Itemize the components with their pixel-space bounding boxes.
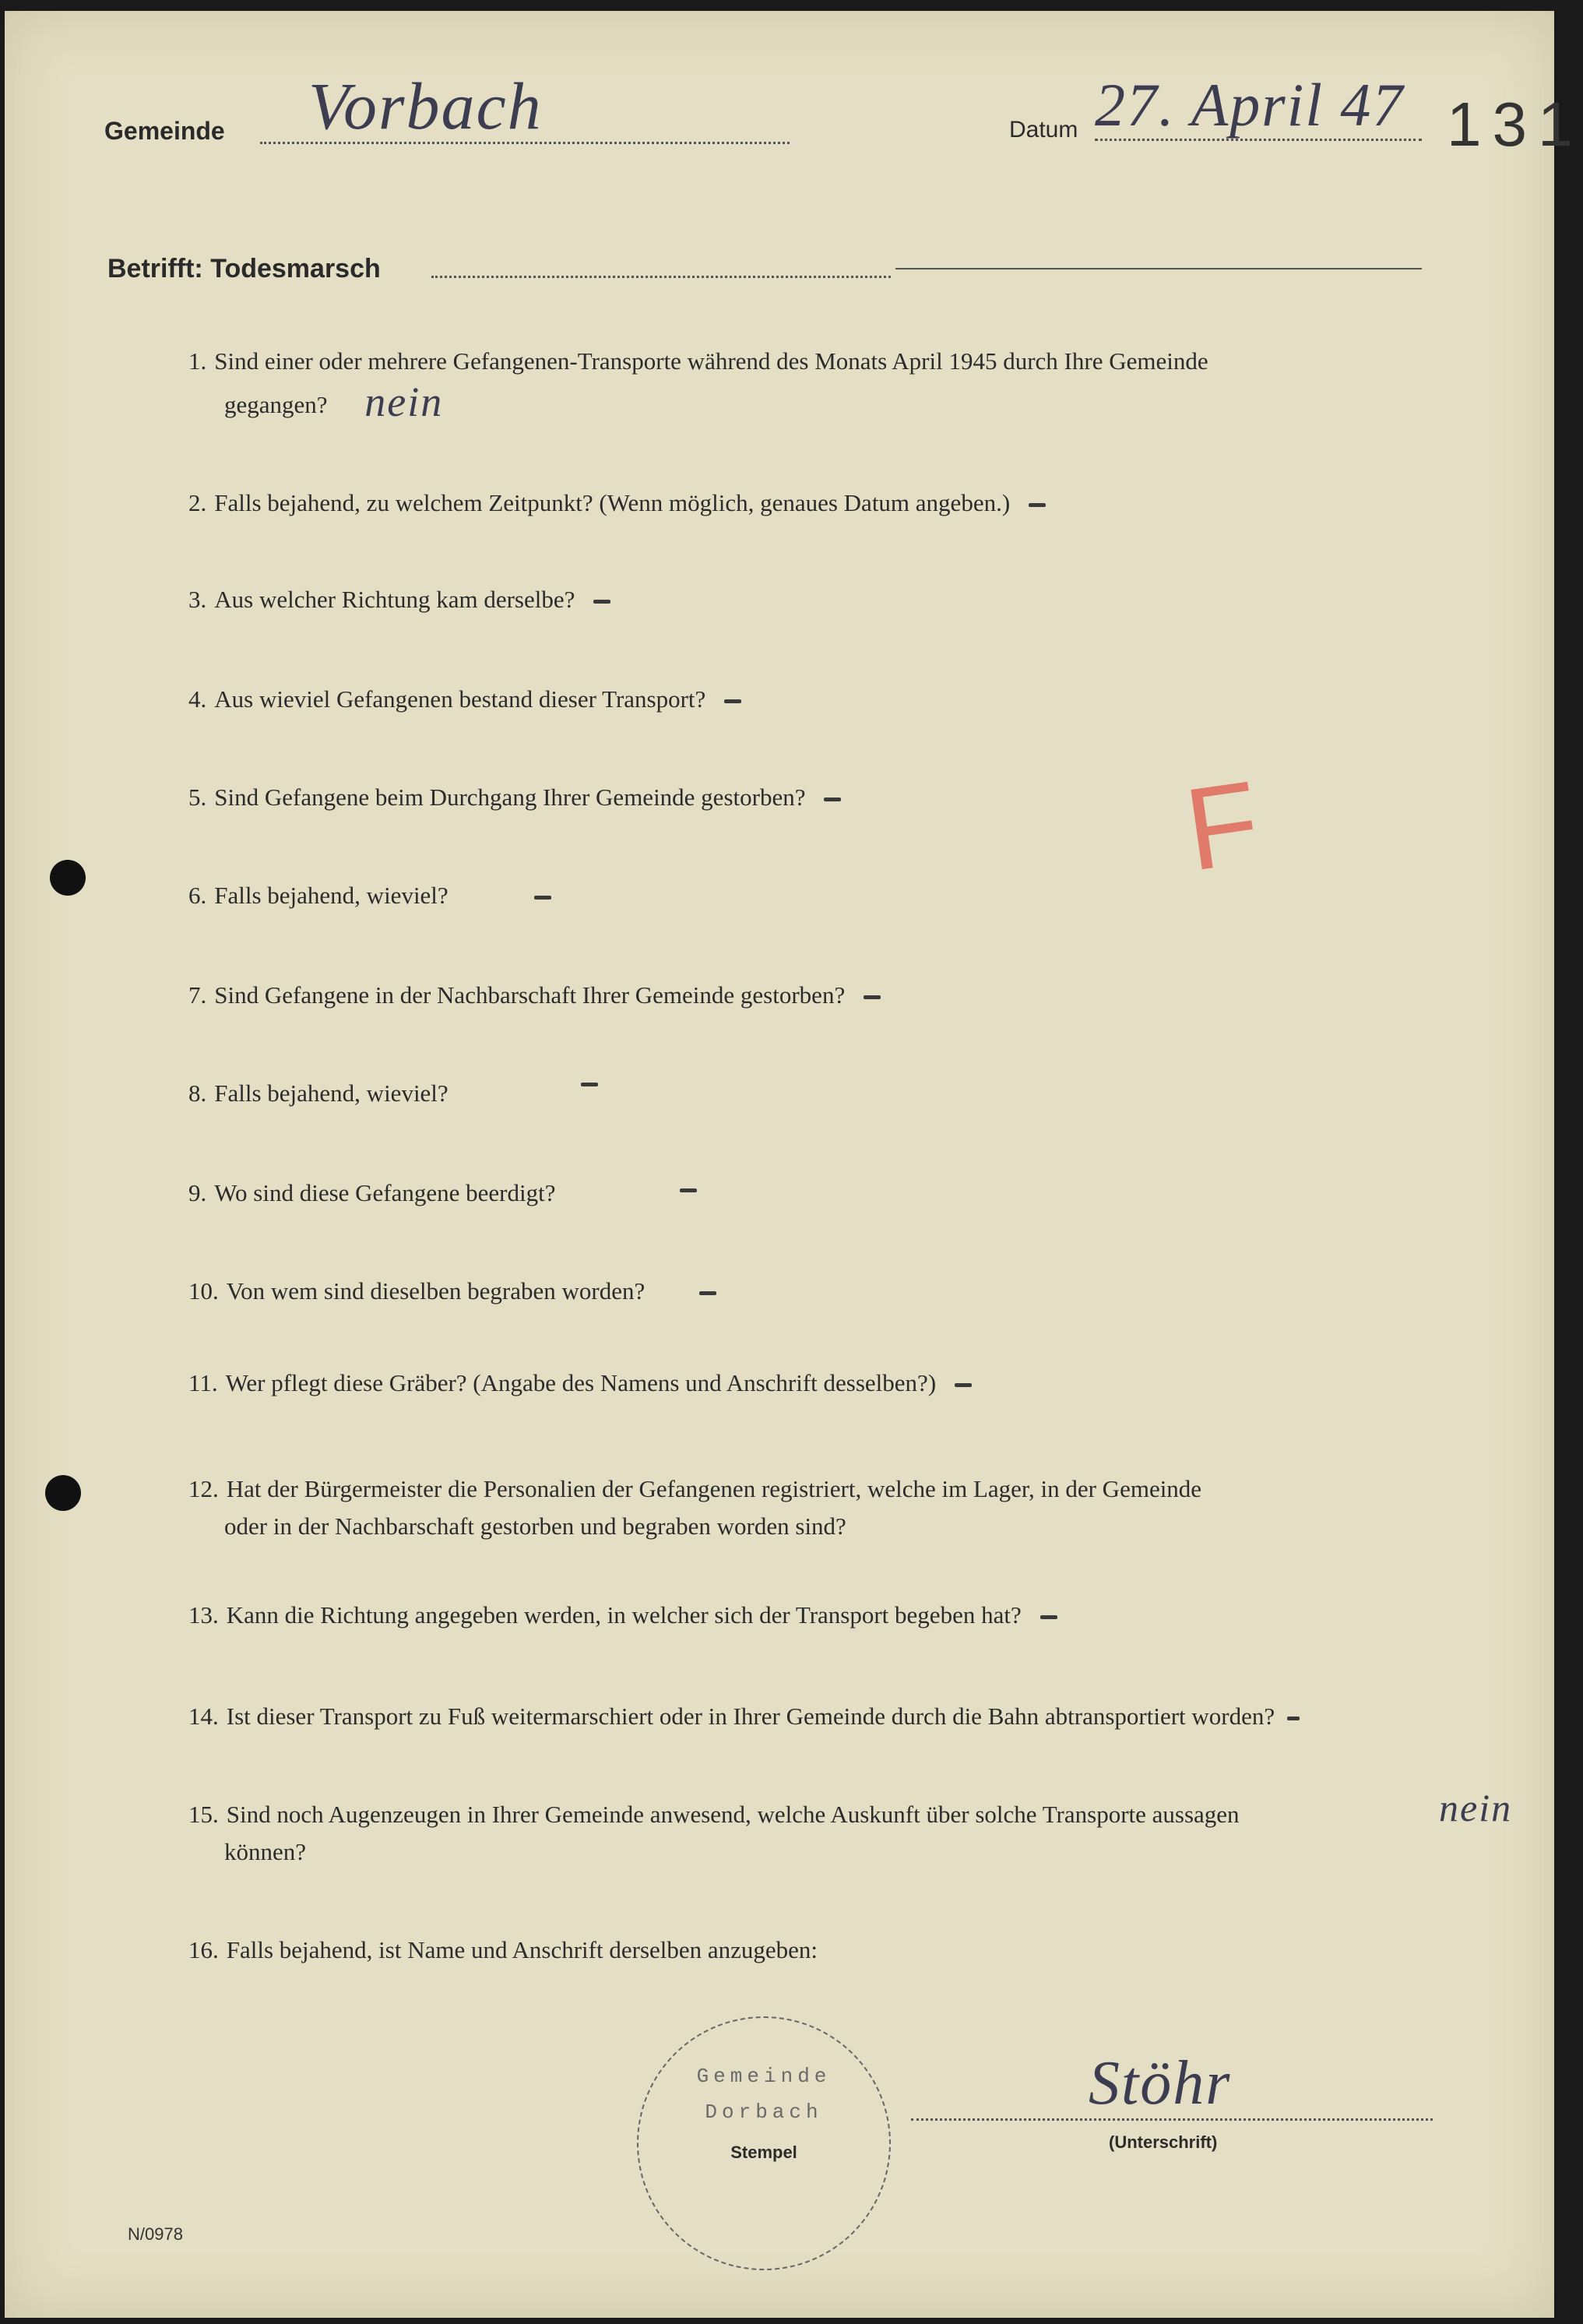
question-14: 14. Ist dieser Transport zu Fuß weitermarschiert oder in Ihrer Gemeinde durch die Bahn abtransportiert worden? (188, 1698, 1465, 1735)
betrifft-solid-line (895, 268, 1422, 269)
datum-label: Datum (1009, 117, 1078, 143)
gemeinde-handwritten-value: Vorbach (308, 69, 543, 143)
question-8: 8. Falls bejahend, wieviel? (188, 1075, 1465, 1112)
answer-5-dash (824, 798, 841, 801)
question-15: 15. Sind noch Augenzeugen in Ihrer Gemeinde anwesend, welche Auskunft über solche Transporte aussagen können? (188, 1801, 1240, 1865)
stamp-text-line2: Dorbach (705, 2100, 823, 2124)
answer-2-dash (1029, 503, 1046, 507)
datum-handwritten-value: 27. April 47 (1095, 71, 1405, 139)
answer-14-dash (1287, 1717, 1300, 1720)
betrifft-label: Betrifft: Todesmarsch (107, 254, 381, 283)
answer-4-dash (724, 699, 741, 703)
signature-label: (Unterschrift) (1109, 2132, 1218, 2152)
question-2: 2. Falls bejahend, zu welchem Zeitpunkt? (Wenn möglich, genaues Datum angeben.) (188, 484, 1465, 522)
question-6: 6. Falls bejahend, wieviel? (188, 877, 1465, 914)
form-page (5, 11, 1583, 2318)
punch-hole-upper (50, 860, 86, 896)
answer-7-dash (864, 995, 881, 999)
question-16: 16. Falls bejahend, ist Name und Anschrift derselben anzugeben: (188, 1936, 818, 1963)
answer-3-dash (593, 600, 610, 604)
answer-15-handwritten: nein (1439, 1786, 1513, 1829)
question-13: 13. Kann die Richtung angegeben werden, in welcher sich der Transport begeben hat? (188, 1597, 1465, 1634)
question-1: 1. Sind einer oder mehrere Gefangenen-Transporte während des Monats April 1945 durch Ihre Gemeinde gegangen? nein (188, 347, 1208, 425)
betrifft-dotted-line (431, 276, 891, 278)
stamp-label: Stempel (730, 2143, 797, 2162)
answer-11-dash (955, 1383, 972, 1387)
question-5: 5. Sind Gefangene beim Durchgang Ihrer Gemeinde gestorben? (188, 779, 1465, 816)
question-10: 10. Von wem sind dieselben begraben worden? (188, 1273, 1465, 1310)
question-12: 12. Hat der Bürgermeister die Personalien der Gefangenen registriert, welche im Lager, in der Gemeinde oder in der Nachbarschaft gestorben und begraben worden sind? (188, 1475, 1202, 1540)
question-3: 3. Aus welcher Richtung kam derselbe? (188, 581, 1465, 618)
signature-handwritten: Stöhr (1089, 2049, 1232, 2118)
form-number: N/0978 (128, 2224, 183, 2244)
question-9: 9. Wo sind diese Gefangene beerdigt? (188, 1174, 1465, 1212)
page-number: 131 (1447, 90, 1583, 159)
red-pencil-mark: F (1177, 755, 1267, 896)
question-7: 7. Sind Gefangene in der Nachbarschaft Ihrer Gemeinde gestorben? (188, 977, 1465, 1014)
question-4: 4. Aus wieviel Gefangenen bestand dieser Transport? (188, 681, 1465, 718)
answer-9-dash (680, 1188, 697, 1192)
answer-6-dash (534, 896, 551, 900)
answer-1-handwritten: nein (364, 379, 444, 425)
answer-13-dash (1040, 1615, 1057, 1619)
answer-10-dash (699, 1291, 716, 1295)
question-11: 11. Wer pflegt diese Gräber? (Angabe des Namens und Anschrift desselben?) (188, 1364, 1465, 1402)
stamp-circle (637, 2016, 891, 2270)
answer-8-dash (581, 1083, 598, 1086)
punch-hole-lower (45, 1475, 81, 1511)
gemeinde-label: Gemeinde (104, 117, 225, 145)
stamp-text-line1: Gemeinde (696, 2065, 832, 2088)
